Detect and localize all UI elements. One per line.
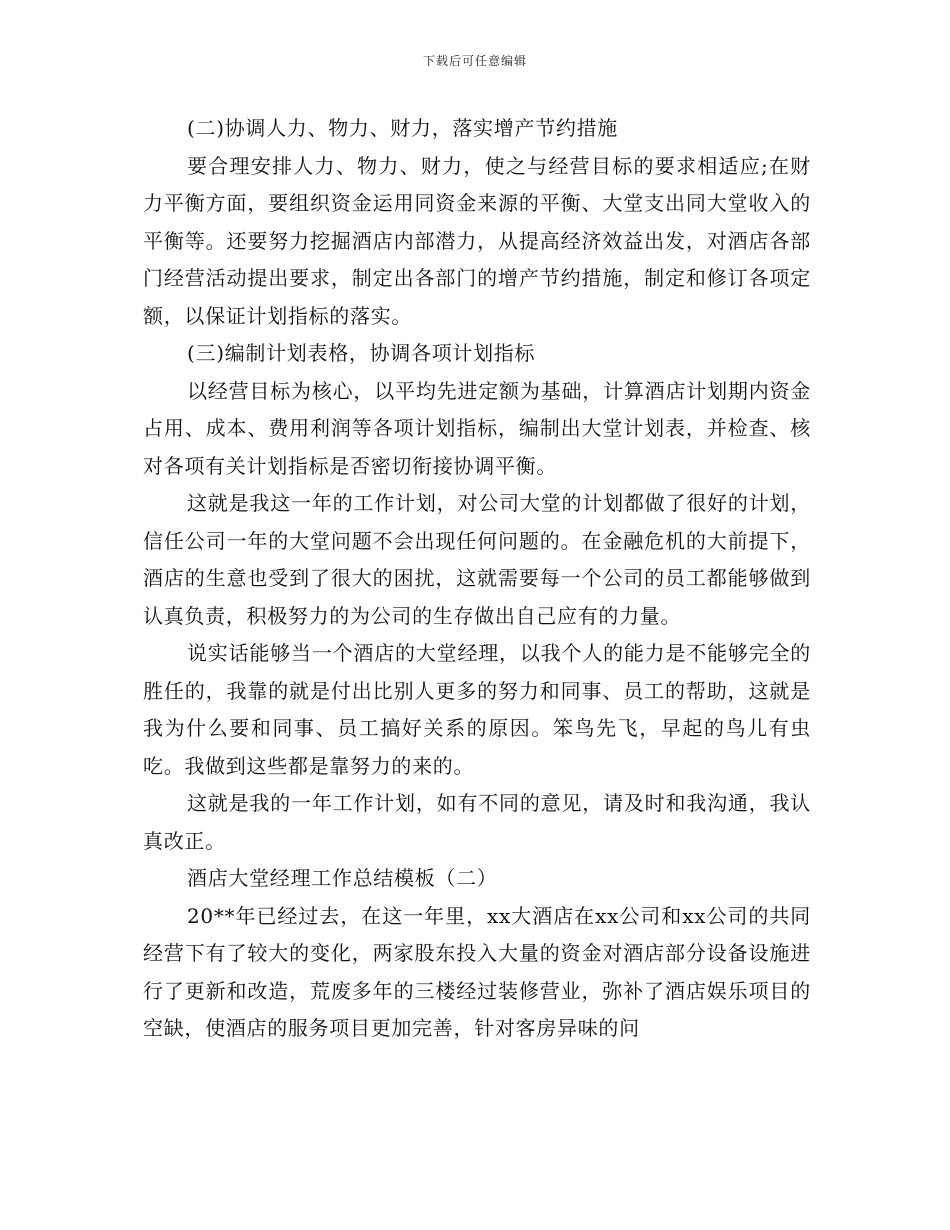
body-paragraph: 这就是我的一年工作计划，如有不同的意见，请及时和我沟通，我认真改正。 xyxy=(143,791,811,853)
body-paragraph: 要合理安排人力、物力、财力，使之与经营目标的要求相适应;在财力平衡方面，要组织资金运用同资金来源的平衡、大堂支出同大堂收入的平衡等。还要努力挖掘酒店内部潜力，从提高经济效益出发，对酒店各部门经营活动提出要求，制定出各部门的增产节约措施，制定和修订各项定额，以保证计划指标的落实。 xyxy=(143,153,811,328)
body-paragraph: 这就是我这一年的工作计划，对公司大堂的计划都做了很好的计划，信任公司一年的大堂问题不会出现任何问题的。在金融危机的大前提下，酒店的生意也受到了很大的困扰，这就需要每一个公司的员工都能够做到认真负责，积极努力的为公司的生存做出自己应有的力量。 xyxy=(143,491,811,628)
section-title: 酒店大堂经理工作总结模板（二） xyxy=(187,866,498,890)
page-header: 下载后可任意编辑 xyxy=(422,54,527,68)
section-heading: (三)编制计划表格，协调各项计划指标 xyxy=(187,341,536,365)
section-heading: (二)协调人力、物力、财力，落实增产节约措施 xyxy=(187,116,619,140)
body-paragraph: 20**年已经过去，在这一年里，xx大酒店在xx公司和xx公司的共同经营下有了较大的变化，两家股东投入大量的资金对酒店部分设备设施进行了更新和改造，荒废多年的三楼经过装修营业，弥补了酒店娱乐项目的空缺，使酒店的服务项目更加完善，针对客房异味的问 xyxy=(143,903,811,1040)
document-body xyxy=(143,110,811,1048)
body-paragraph: 说实话能够当一个酒店的大堂经理，以我个人的能力是不能够完全的胜任的，我靠的就是付出比别人更多的努力和同事、员工的帮助，这就是我为什么要和同事、员工搞好关系的原因。笨鸟先飞，早起的鸟儿有虫吃。我做到这些都是靠努力的来的。 xyxy=(143,641,811,778)
body-paragraph: 以经营目标为核心，以平均先进定额为基础，计算酒店计划期内资金占用、成本、费用利润等各项计划指标，编制出大堂计划表，并检查、核对各项有关计划指标是否密切衔接协调平衡。 xyxy=(143,378,811,478)
